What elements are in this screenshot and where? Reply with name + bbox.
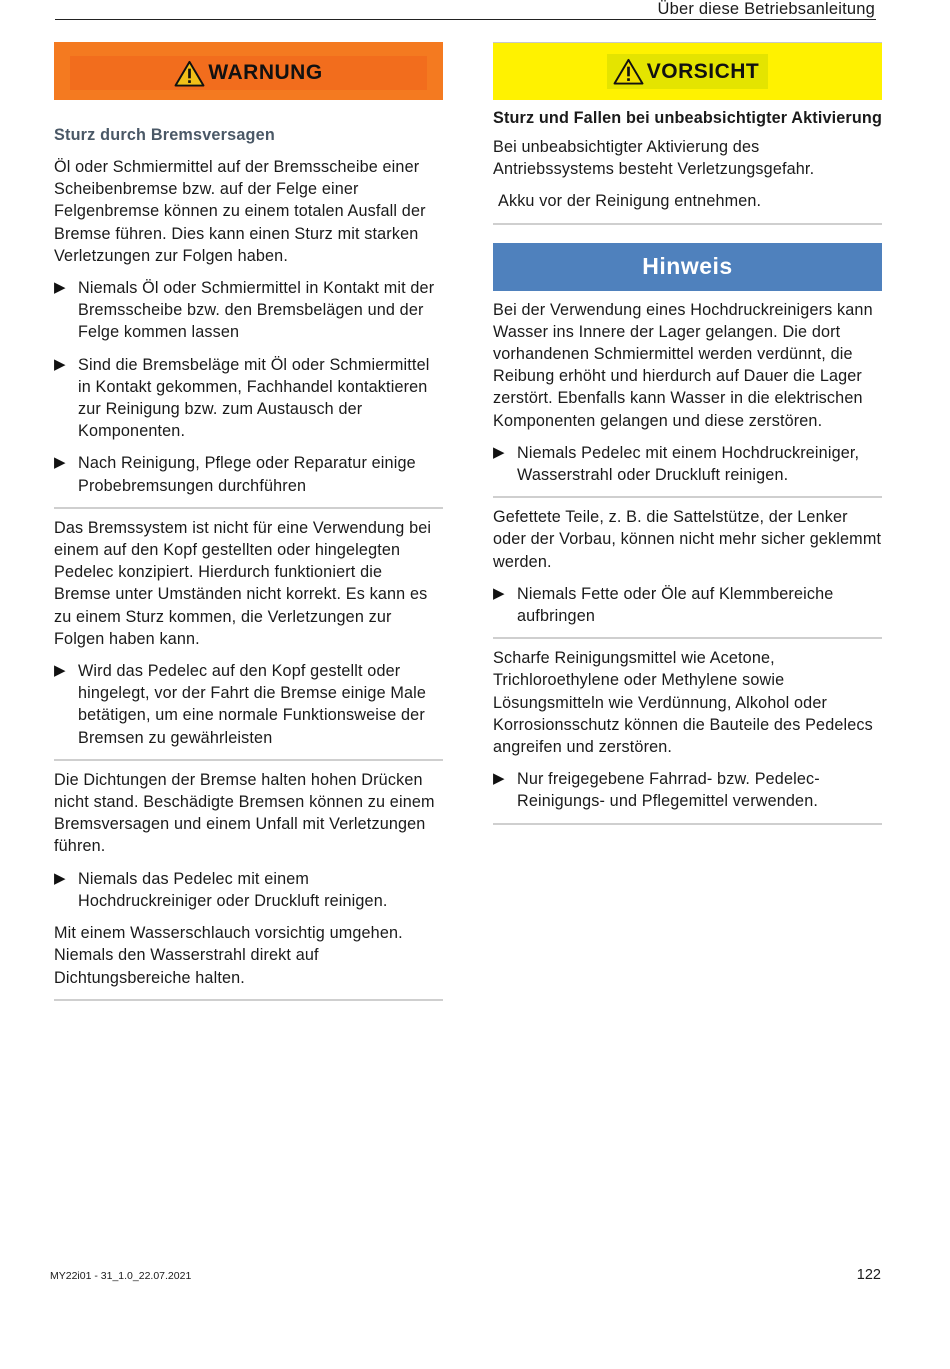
paragraph: Das Bremssystem ist nicht für eine Verwendung bei einem auf den Kopf gestellten oder hingelegten Pedelec konzipiert. Hierdurch funktioniert die Bremse unter Umständen nicht korrekt. Es kann es zu einem Sturz kommen, die Verletzungen zur Folgen haben kann.	[54, 518, 432, 648]
right-section-3	[493, 647, 882, 812]
caution-heading: Sturz und Fallen bei unbeabsichtigter Aktivierung	[493, 109, 882, 127]
caution-label: VORSICHT	[646, 59, 760, 83]
caution-banner-inner	[607, 54, 769, 89]
right-column	[493, 42, 882, 833]
play-arrow-icon: ▶	[493, 443, 505, 461]
header-rule	[55, 19, 876, 20]
paragraph: Bei unbeabsichtigter Aktivierung des Antriebssystems besteht Verletzungsgefahr.	[493, 138, 815, 179]
warning-banner	[54, 42, 443, 100]
warning-triangle-icon	[174, 60, 205, 87]
step-item	[54, 277, 443, 344]
left-section-1	[54, 156, 443, 497]
step-item	[54, 452, 443, 496]
left-section-3	[54, 769, 443, 989]
divider	[493, 637, 882, 639]
play-arrow-icon: ▶	[54, 869, 66, 887]
warning-triangle-icon	[613, 58, 644, 85]
play-arrow-icon: ▶	[54, 454, 66, 472]
step-text: Niemals Pedelec mit einem Hochdruckreiniger, Wasserstrahl oder Druckluft reinigen.	[517, 443, 860, 485]
page-header-title: Über diese Betriebsanleitung	[657, 0, 875, 18]
divider	[54, 999, 443, 1001]
play-arrow-icon: ▶	[493, 584, 505, 602]
page-number: 122	[856, 1267, 881, 1283]
step-item	[54, 354, 443, 443]
warning-heading: Sturz durch Bremsversagen	[54, 126, 275, 144]
paragraph: Gefettete Teile, z. B. die Sattelstütze, der Lenker oder der Vorbau, können nicht mehr sicher geklemmt werden.	[493, 508, 882, 571]
divider	[493, 823, 882, 825]
warning-banner-inner	[70, 56, 427, 90]
right-section-2	[493, 506, 882, 627]
step-text: Nur freigegebene Fahrrad- bzw. Pedelec-Reinigungs- und Pflegemittel verwenden.	[517, 770, 820, 811]
divider	[54, 507, 443, 509]
step-text: Niemals Fette oder Öle auf Klemmbereiche aufbringen	[517, 584, 834, 626]
step-item	[54, 868, 443, 912]
paragraph: Scharfe Reinigungsmittel wie Acetone, Trichloroethylene oder Methylene sowie Lösungsmitteln wie Verdünnung, Alkohol oder Korrosionsschutz können die Bauteile des Pedelecs angreifen und zerstören.	[493, 649, 873, 757]
footer-doc-id: MY22i01 - 31_1.0_22.07.2021	[50, 1270, 192, 1282]
step-item	[493, 768, 882, 812]
divider	[493, 496, 882, 498]
play-arrow-icon: ▶	[54, 662, 66, 680]
play-arrow-icon: ▶	[493, 770, 505, 788]
step-text: Niemals Öl oder Schmiermittel in Kontakt mit der Bremsscheibe bzw. den Bremsbelägen und der Felge kommen lassen	[78, 279, 435, 342]
paragraph: Öl oder Schmiermittel auf der Bremsscheibe einer Scheibenbremse bzw. auf der Felge einer Felgenbremse können zu einem totalen Ausfall der Bremse führen. Dies kann einen Sturz mit starken Verletzungen zur Folgen haben.	[54, 158, 426, 265]
paragraph: Mit einem Wasserschlauch vorsichtig umgehen. Niemals den Wasserstrahl direkt auf Dichtungsbereiche halten.	[54, 924, 403, 987]
left-column	[54, 42, 443, 1009]
step-item	[493, 583, 882, 627]
step-text: Sind die Bremsbeläge mit Öl oder Schmiermittel in Kontakt gekommen, Fachhandel kontaktieren zur Reinigung bzw. zum Austausch der Komponenten.	[78, 355, 430, 441]
caution-step: Akku vor der Reinigung entnehmen.	[498, 192, 762, 211]
play-arrow-icon: ▶	[54, 279, 66, 297]
step-item	[493, 442, 882, 486]
step-text: Nach Reinigung, Pflege oder Reparatur einige Probebremsungen durchführen	[78, 454, 416, 495]
warning-label: WARNUNG	[208, 61, 323, 84]
play-arrow-icon: ▶	[54, 355, 66, 373]
left-section-2	[54, 517, 443, 749]
step-text: Wird das Pedelec auf den Kopf gestellt oder hingelegt, vor der Fahrt die Bremse einige Male betätigen, um eine normale Funktionsweise der Bremsen zu gewährleisten	[78, 662, 427, 747]
step-item	[54, 660, 443, 749]
step-text: Niemals das Pedelec mit einem Hochdruckreiniger oder Druckluft reinigen.	[78, 869, 388, 910]
paragraph: Bei der Verwendung eines Hochdruckreinigers kann Wasser ins Innere der Lager gelangen. Die dort vorhandenen Schmiermittel werden verdünnt, die Reibung erhöht und hierdurch auf Dauer die Lager zerstört. Ebenfalls kann Wasser in die elektrischen Komponenten gelangen und diese zerstören.	[493, 300, 873, 430]
note-banner: Hinweis	[493, 243, 882, 291]
caution-banner	[493, 42, 882, 100]
divider	[493, 223, 882, 225]
divider	[54, 759, 443, 761]
right-section-1	[493, 299, 882, 487]
paragraph: Die Dichtungen der Bremse halten hohen Drücken nicht stand. Beschädigte Bremsen können zu einem Bremsversagen und einem Unfall mit Verletzungen führen.	[54, 770, 435, 856]
